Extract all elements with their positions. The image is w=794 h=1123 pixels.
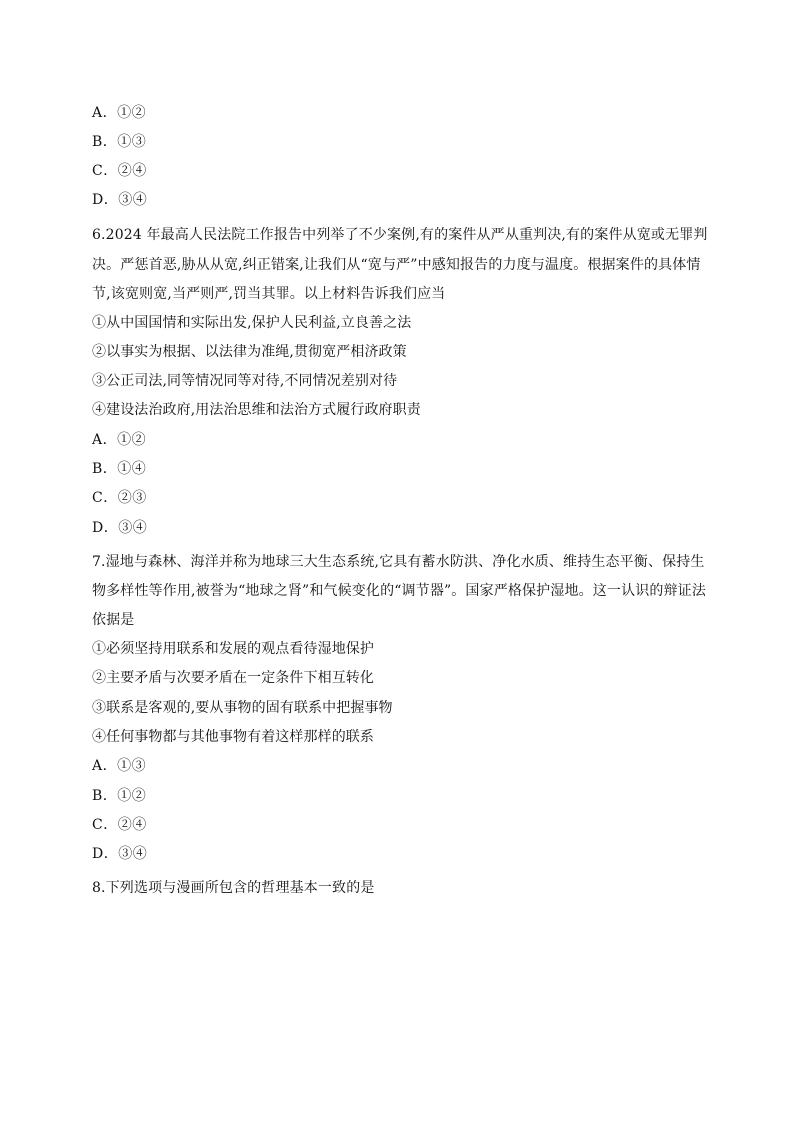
question-6-stem-line-3: 节,该宽则宽,当严则严,罚当其罪。以上材料告诉我们应当	[92, 286, 446, 302]
option-c: C．②④	[92, 163, 147, 179]
question-7-stem-line-1: 7.湿地与森林、海洋并称为地球三大生态系统,它具有蓄水防洪、净化水质、维持生态平衡、保持生	[92, 554, 705, 570]
option-a: A．①②	[92, 105, 147, 121]
question-7-item-2: ②主要矛盾与次要矛盾在一定条件下相互转化	[92, 670, 374, 686]
question-6-item-3: ③公正司法,同等情况同等对待,不同情况差别对待	[92, 373, 398, 389]
question-6-stem-line-1: 6.2024 年最高人民法院工作报告中列举了不少案例,有的案件从严从重判决,有的案件从宽或无罪判	[92, 227, 708, 243]
question-6-option-c: C．②③	[92, 490, 147, 506]
question-6-item-4: ④建设法治政府,用法治思维和法治方式履行政府职责	[92, 402, 421, 418]
question-7-item-3: ③联系是客观的,要从事物的固有联系中把握事物	[92, 700, 393, 716]
question-7-item-4: ④任何事物都与其他事物有着这样那样的联系	[92, 729, 374, 745]
question-7-option-b: B．①②	[92, 788, 147, 804]
question-6-option-a: A．①②	[92, 432, 147, 448]
question-6-option-d: D．③④	[92, 520, 148, 536]
question-7-option-a: A．①③	[92, 758, 147, 774]
option-b: B．①③	[92, 134, 147, 150]
question-6-option-b: B．①④	[92, 461, 147, 477]
question-7-stem-line-3: 依据是	[92, 612, 135, 628]
question-7-stem-line-2: 物多样性等作用,被誉为“地球之肾”和气候变化的“调节器”。国家严格保护湿地。这一认识的辩证法	[92, 583, 706, 599]
question-7-option-c: C．②④	[92, 817, 147, 833]
question-6-item-2: ②以事实为根据、以法律为准绳,贯彻宽严相济政策	[92, 344, 407, 360]
question-7-option-d: D．③④	[92, 846, 148, 862]
option-d: D．③④	[92, 192, 148, 208]
question-7-item-1: ①必须坚持用联系和发展的观点看待湿地保护	[92, 641, 374, 657]
question-6-item-1: ①从中国国情和实际出发,保护人民利益,立良善之法	[92, 315, 412, 331]
question-6-stem-line-2: 决。严惩首恶,胁从从宽,纠正错案,让我们从“宽与严”中感知报告的力度与温度。根据案件的具体情	[92, 257, 701, 273]
question-8-stem: 8.下列选项与漫画所包含的哲理基本一致的是	[92, 880, 375, 896]
